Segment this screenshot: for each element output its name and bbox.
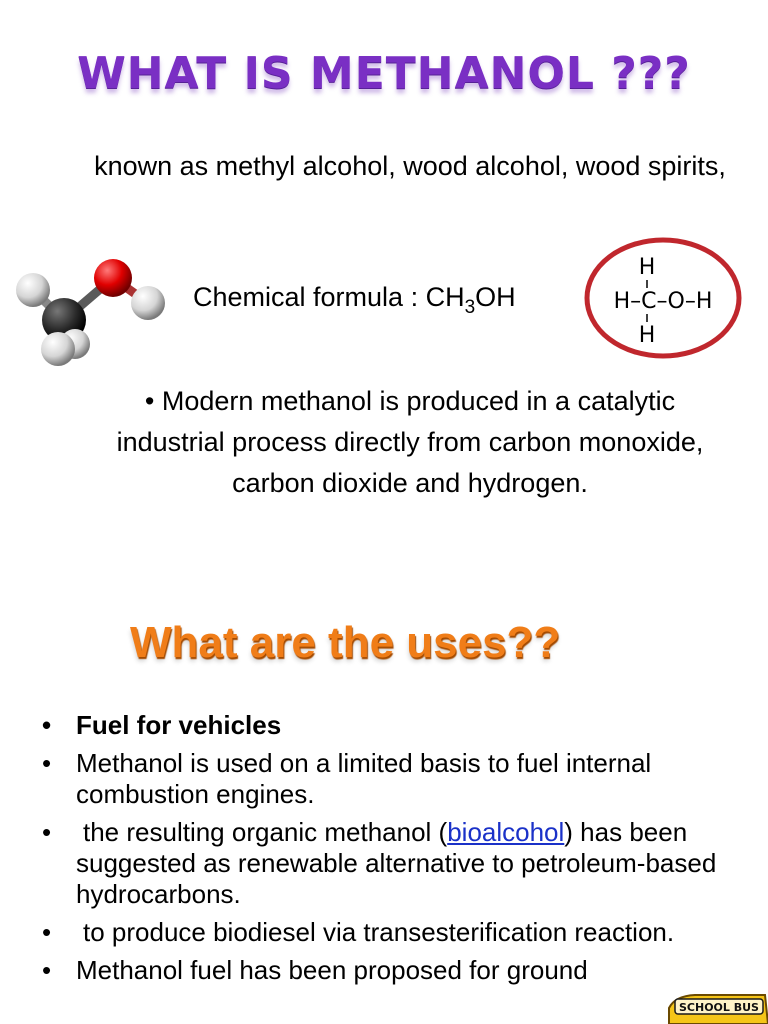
list-item: • Methanol is used on a limited basis to fuel internal combustion engines. [40, 748, 755, 810]
intro-text: known as methyl alcohol, wood alcohol, wood spirits, [94, 151, 726, 181]
slide-uses [0, 600, 768, 1024]
slide-title: What are the uses?? [130, 618, 561, 667]
h-top: H [638, 255, 656, 280]
list-item: • the resulting organic methanol (bioalcohol) has been suggested as renewable alternative to petroleum-based hydrocarbons. [40, 817, 755, 910]
school-bus-icon [665, 994, 768, 1024]
h-bottom: H [638, 323, 656, 348]
bioalcohol-link[interactable]: bioalcohol [447, 817, 565, 847]
methanol-ball-model-icon [8, 252, 173, 367]
list-item: • Fuel for vehicles [40, 710, 755, 741]
chemical-formula: Chemical formula : $CH_3OH$ [193, 282, 516, 318]
structure-row: H–C–O–H [613, 289, 713, 314]
list-item: • to produce biodiesel via transesterification reaction. [40, 917, 755, 948]
bus-sign: SCHOOL BUS [679, 1001, 759, 1014]
production-bullet: • Modern methanol is produced in a catalytic industrial process directly from carbon monoxide, carbon dioxide and hydrogen. [116, 386, 704, 498]
structural-formula [583, 236, 743, 361]
slide-title: WHAT IS METHANOL ??? [77, 48, 691, 99]
list-item: • Methanol fuel has been proposed for ground [40, 955, 755, 986]
uses-list [40, 710, 755, 993]
